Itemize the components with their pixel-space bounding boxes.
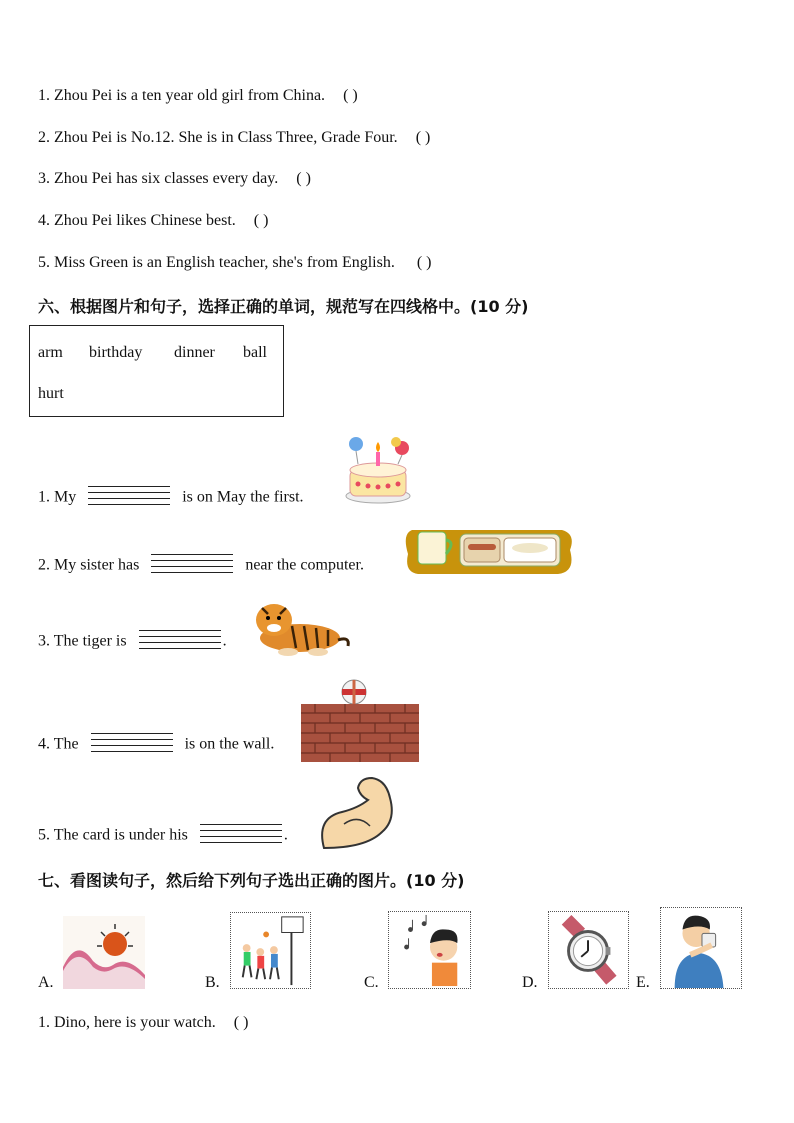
man-drinking-icon[interactable] xyxy=(660,907,742,989)
answer-parentheses[interactable]: ( ) xyxy=(233,1014,249,1031)
option-label-c: C. xyxy=(364,974,379,991)
word-bank-item: birthday xyxy=(89,344,143,361)
basketball-players-icon[interactable] xyxy=(230,912,311,989)
word-bank xyxy=(29,325,284,417)
answer-parentheses[interactable]: ( ) xyxy=(416,254,432,271)
arm-muscle-icon xyxy=(318,774,394,854)
sentence-suffix: . xyxy=(222,632,227,650)
judge-item-2 xyxy=(38,129,430,147)
sentence-suffix: near the computer. xyxy=(245,556,364,574)
section-6-heading: 六、根据图片和句子，选择正确的单词，规范写在四线格中。(10 分) xyxy=(38,297,529,316)
option-label-d: D. xyxy=(522,974,538,991)
word-bank-item: arm xyxy=(38,344,63,361)
sentence-prefix: 5. The card is under his xyxy=(38,826,188,844)
word-bank-item: dinner xyxy=(174,344,215,361)
sentence-prefix: 4. The xyxy=(38,735,79,753)
sentence-suffix: is on the wall. xyxy=(184,735,275,753)
option-label-b: B. xyxy=(205,974,220,991)
answer-parentheses[interactable]: ( ) xyxy=(343,87,358,104)
word-bank-item: ball xyxy=(243,344,267,361)
four-line-writing-grid[interactable] xyxy=(91,733,173,757)
sentence-suffix: is on May the first. xyxy=(182,488,304,506)
answer-parentheses[interactable]: ( ) xyxy=(253,212,269,229)
judge-item-text: 1. Zhou Pei is a ten year old girl from China. xyxy=(38,87,326,104)
tiger-icon xyxy=(248,596,352,658)
fill-sentence-1 xyxy=(38,486,304,510)
judge-item-text: 5. Miss Green is an English teacher, she's from English. xyxy=(38,254,395,271)
boy-singing-icon[interactable] xyxy=(388,911,471,989)
word-bank-item: hurt xyxy=(38,385,64,402)
question-text: 1. Dino, here is your watch. xyxy=(38,1014,216,1031)
fill-sentence-3 xyxy=(38,630,227,654)
answer-parentheses[interactable]: ( ) xyxy=(415,129,431,146)
sentence-prefix: 3. The tiger is xyxy=(38,632,127,650)
four-line-writing-grid[interactable] xyxy=(139,630,221,654)
sunrise-mountain-icon[interactable] xyxy=(63,916,145,989)
judge-item-3 xyxy=(38,170,311,188)
ball-on-wall-icon xyxy=(300,678,420,762)
section-7-heading: 七、看图读句子，然后给下列句子选出正确的图片。(10 分) xyxy=(38,871,465,890)
four-line-writing-grid[interactable] xyxy=(151,554,233,578)
four-line-writing-grid[interactable] xyxy=(200,824,282,848)
picture-question-1 xyxy=(38,1014,248,1032)
judge-item-4 xyxy=(38,212,268,230)
answer-parentheses[interactable]: ( ) xyxy=(296,170,311,187)
option-label-a: A. xyxy=(38,974,54,991)
judge-item-5 xyxy=(38,254,432,272)
judge-item-text: 3. Zhou Pei has six classes every day. xyxy=(38,170,279,187)
birthday-cake-icon xyxy=(338,434,418,506)
judge-item-text: 4. Zhou Pei likes Chinese best. xyxy=(38,212,236,229)
fill-sentence-4 xyxy=(38,733,274,757)
sentence-prefix: 2. My sister has xyxy=(38,556,140,574)
four-line-writing-grid[interactable] xyxy=(88,486,170,510)
fill-sentence-2 xyxy=(38,554,364,578)
judge-item-1 xyxy=(38,87,358,105)
sentence-suffix: . xyxy=(283,826,288,844)
option-label-e: E. xyxy=(636,974,650,991)
dinner-tray-icon xyxy=(404,524,576,578)
fill-sentence-5 xyxy=(38,824,288,848)
sentence-prefix: 1. My xyxy=(38,488,77,506)
judge-item-text: 2. Zhou Pei is No.12. She is in Class Three, Grade Four. xyxy=(38,129,398,146)
wristwatch-icon[interactable] xyxy=(548,911,629,989)
